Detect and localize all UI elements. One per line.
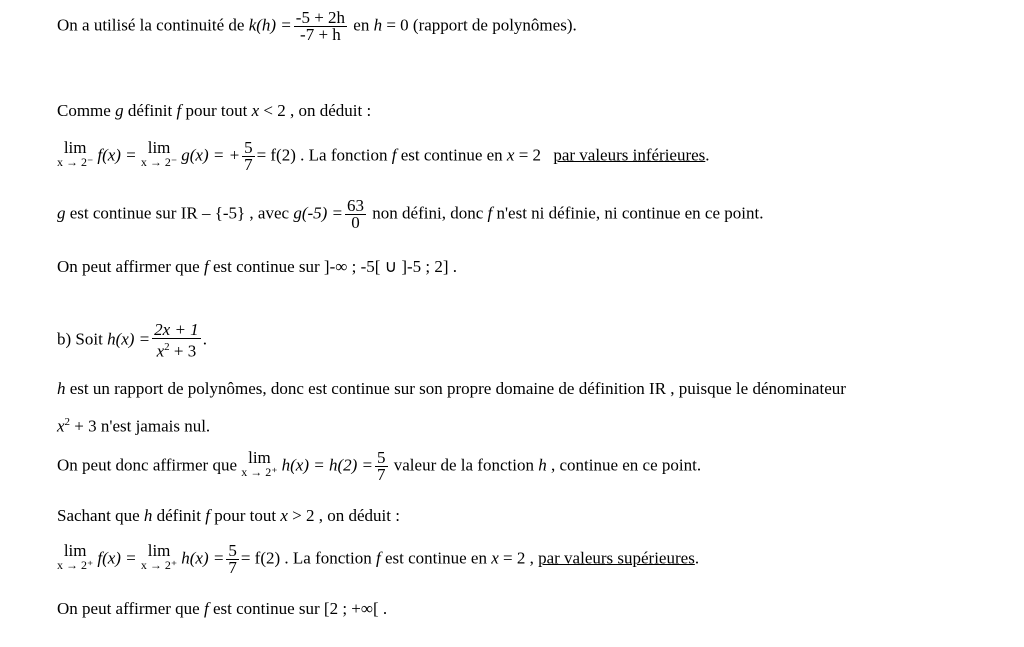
text: non défini, donc — [372, 203, 484, 223]
text: = 0 (rapport de polynômes). — [386, 15, 577, 35]
var-x: x — [251, 101, 260, 120]
g-of-x: g(x) = + — [181, 145, 241, 165]
text: est continue sur [2 ; +∞[ . — [212, 599, 388, 618]
text: est continue en — [384, 548, 487, 568]
fraction-numerator: -5 + 2h — [295, 8, 346, 27]
text: est continue sur ]-∞ ; -5[ ∪ ]-5 ; 2] . — [212, 257, 458, 276]
text: est continue en — [400, 145, 503, 165]
text: pour tout — [185, 101, 248, 120]
limit-operator: lim x → 2⁺ — [241, 448, 278, 479]
limit-operator: lim x → 2⁺ — [57, 541, 94, 572]
k-function: k(h) = — [248, 15, 292, 35]
fraction-5-7: $\frac{5}{7}$ — [228, 541, 237, 577]
exponent: 2 — [64, 416, 71, 428]
line-sachant — [57, 505, 400, 527]
text: = 2 — [518, 145, 542, 165]
var-x: x — [491, 548, 499, 568]
var-g: g — [57, 203, 66, 223]
f-of-x: f(x) = — [97, 548, 137, 568]
line-limit-h — [57, 450, 701, 483]
text: = f(2) . La fonction — [240, 548, 372, 568]
text: valeur de la fonction — [393, 455, 534, 475]
var-h: h — [143, 506, 153, 525]
var-x: x — [506, 145, 515, 165]
h-of-x: h(x) = h(2) = — [281, 455, 373, 475]
limit-operator: lim x → 2⁺ — [140, 541, 178, 572]
fraction-h: $\frac{2x + 1}{x^2 + 3}$ — [154, 320, 199, 361]
var-g: g — [115, 101, 124, 120]
line-continuity-interval-1 — [57, 256, 457, 278]
var-x: x — [280, 506, 288, 525]
var-h: h — [373, 15, 383, 35]
text: b) Soit — [57, 329, 103, 349]
var-f: f — [487, 203, 493, 223]
text: On peut donc affirmer que — [57, 455, 238, 475]
text: n'est ni définie, ni continue en ce point. — [496, 203, 764, 223]
text: pour tout — [214, 506, 277, 525]
var-f: f — [376, 548, 381, 568]
text: On a utilisé la continuité de — [57, 15, 245, 35]
text: < 2 , on déduit : — [263, 101, 372, 120]
fraction-63-0: $\frac{63}{0}$ — [347, 196, 365, 232]
fraction-denominator: -7 + h — [300, 25, 341, 44]
text: + 3 n'est jamais nul. — [74, 416, 211, 436]
text: = 2 , — [503, 548, 534, 568]
f-of-x: f(x) = — [97, 145, 137, 165]
text: On peut affirmer que — [57, 257, 200, 276]
line-part-b: b) Soit h(x) = $\frac{2x + 1}{x^2 + 3}$ . — [57, 320, 207, 361]
var-f: f — [176, 101, 182, 120]
text: définit — [127, 101, 173, 120]
var-f: f — [203, 599, 209, 618]
g-of-minus-5: g(-5) = — [293, 203, 344, 223]
fraction-k — [294, 10, 347, 43]
line-comme-g — [57, 100, 371, 122]
line-limit-right: lim x → 2⁺ f(x) = lim x → 2⁺ h(x) = $\frac{5}{7}$ = f(2) . La fonction f est continue en x = 2 , par valeurs supérieures. — [57, 541, 700, 577]
text: , continue en ce point. — [550, 455, 702, 475]
text: > 2 , on déduit : — [292, 506, 400, 525]
line-h-rational — [57, 378, 846, 400]
text: en — [353, 15, 370, 35]
line-continuity-k — [57, 10, 577, 43]
fraction-5-7: $\frac{5}{7}$ — [377, 448, 386, 484]
text: On peut affirmer que — [57, 599, 200, 618]
text: définit — [156, 506, 201, 525]
var-f: f — [391, 145, 397, 165]
underlined-text: par valeurs inférieures — [553, 145, 706, 165]
line-denominator — [57, 411, 210, 438]
text: = f(2) . La fonction — [256, 145, 388, 165]
h-of-x: h(x) = — [107, 329, 151, 349]
text: Sachant que — [57, 506, 140, 525]
var-h: h — [57, 379, 66, 398]
var-x: x — [57, 416, 65, 436]
var-h: h — [538, 455, 547, 475]
line-g-continuous — [57, 198, 763, 231]
fraction-5-7: $\frac{5}{7}$ — [244, 138, 253, 174]
h-of-x: h(x) = — [181, 548, 225, 568]
line-continuity-interval-2 — [57, 598, 387, 620]
text: est continue sur IR – {-5} , avec — [69, 203, 290, 223]
limit-operator: lim x → 2⁻ — [57, 138, 94, 169]
line-limit-left: lim x → 2⁻ f(x) = lim x → 2⁻ g(x) = + $\frac{5}{7}$ = f(2) . La fonction f est continue en x = 2 par valeurs inférieures. — [57, 138, 710, 174]
text: est un rapport de polynômes, donc est continue sur son propre domaine de définition IR , puisque le dénominateur — [69, 379, 846, 398]
text: Comme — [57, 101, 111, 120]
underlined-text: par valeurs supérieures — [538, 548, 695, 568]
var-f: f — [205, 506, 210, 525]
limit-operator: lim x → 2⁻ — [140, 138, 178, 169]
var-f: f — [203, 257, 209, 276]
